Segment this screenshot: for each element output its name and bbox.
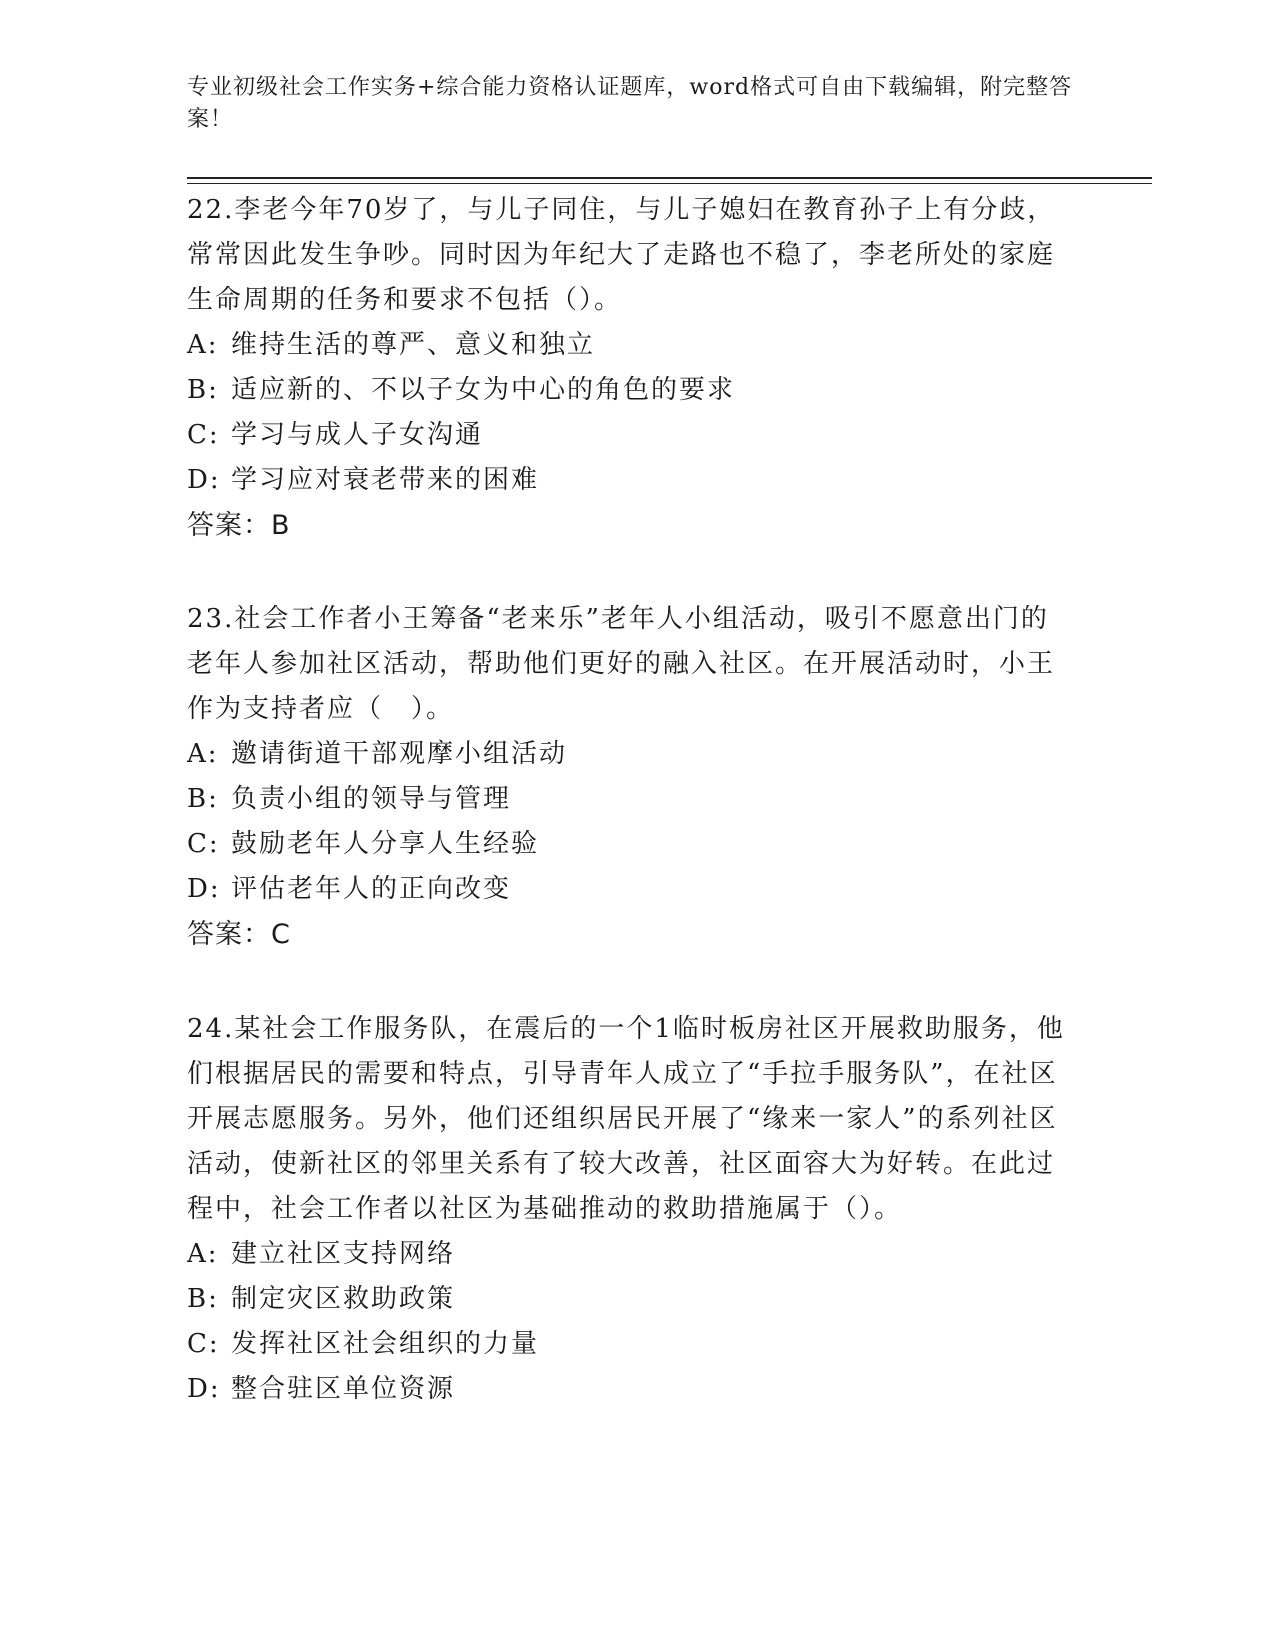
option-text: 学习应对衰老带来的困难 xyxy=(231,465,540,495)
question-24 xyxy=(187,1007,1067,1412)
option-key: D: xyxy=(187,1374,221,1404)
option-c xyxy=(187,822,1067,867)
answer-line: 答案：C xyxy=(187,919,291,950)
option-text: 发挥社区社会组织的力量 xyxy=(231,1329,540,1359)
option-a xyxy=(187,732,1067,777)
option-d xyxy=(187,1367,1067,1412)
answer-line: 答案：B xyxy=(187,510,291,541)
question-stem: 23.社会工作者小王筹备“老来乐”老年人小组活动，吸引不愿意出门的老年人参加社区活动，帮助他们更好的融入社区。在开展活动时，小王作为支持者应（ ）。 xyxy=(187,604,1056,724)
option-c xyxy=(187,413,1067,458)
option-key: A: xyxy=(187,739,219,769)
option-text: 负责小组的领导与管理 xyxy=(231,784,512,814)
option-key: B: xyxy=(187,375,219,405)
option-text: 邀请街道干部观摩小组活动 xyxy=(231,739,568,769)
option-d xyxy=(187,867,1067,912)
option-text: 适应新的、不以子女为中心的角色的要求 xyxy=(231,375,736,405)
option-a xyxy=(187,323,1067,368)
option-b xyxy=(187,1277,1067,1322)
option-text: 评估老年人的正向改变 xyxy=(231,874,512,904)
option-text: 整合驻区单位资源 xyxy=(231,1374,456,1404)
option-key: C: xyxy=(187,829,220,859)
option-text: 鼓励老年人分享人生经验 xyxy=(231,829,540,859)
option-a xyxy=(187,1232,1067,1277)
option-key: C: xyxy=(187,420,220,450)
question-stem: 24.某社会工作服务队，在震后的一个1临时板房社区开展救助服务，他们根据居民的需要和特点，引导青年人成立了“手拉手服务队”，在社区开展志愿服务。另外，他们还组织居民开展了“缘来一家人”的系列社区活动，使新社区的邻里关系有了较大改善，社区面容大为好转。在此过程中，社会工作者以社区为基础推动的救助措施属于（）。 xyxy=(187,1014,1065,1224)
header-divider-thick xyxy=(187,177,1152,179)
option-key: D: xyxy=(187,465,221,495)
option-key: A: xyxy=(187,1239,219,1269)
option-key: B: xyxy=(187,1284,219,1314)
header-divider-thin xyxy=(187,183,1152,184)
option-d xyxy=(187,458,1067,503)
option-key: B: xyxy=(187,784,219,814)
option-key: C: xyxy=(187,1329,220,1359)
page-header: 专业初级社会工作实务+综合能力资格认证题库，word格式可自由下载编辑，附完整答案！ xyxy=(187,75,1073,132)
question-stem: 22.李老今年70岁了，与儿子同住，与儿子媳妇在教育孙子上有分歧，常常因此发生争吵。同时因为年纪大了走路也不稳了，李老所处的家庭生命周期的任务和要求不包括（）。 xyxy=(187,195,1056,315)
option-b xyxy=(187,777,1067,822)
option-text: 学习与成人子女沟通 xyxy=(231,420,484,450)
option-text: 建立社区支持网络 xyxy=(231,1239,456,1269)
option-key: D: xyxy=(187,874,221,904)
question-23 xyxy=(187,597,1067,957)
question-22 xyxy=(187,188,1067,548)
option-text: 维持生活的尊严、意义和独立 xyxy=(231,330,596,360)
option-key: A: xyxy=(187,330,219,360)
option-text: 制定灾区救助政策 xyxy=(231,1284,456,1314)
option-c xyxy=(187,1322,1067,1367)
option-b xyxy=(187,368,1067,413)
